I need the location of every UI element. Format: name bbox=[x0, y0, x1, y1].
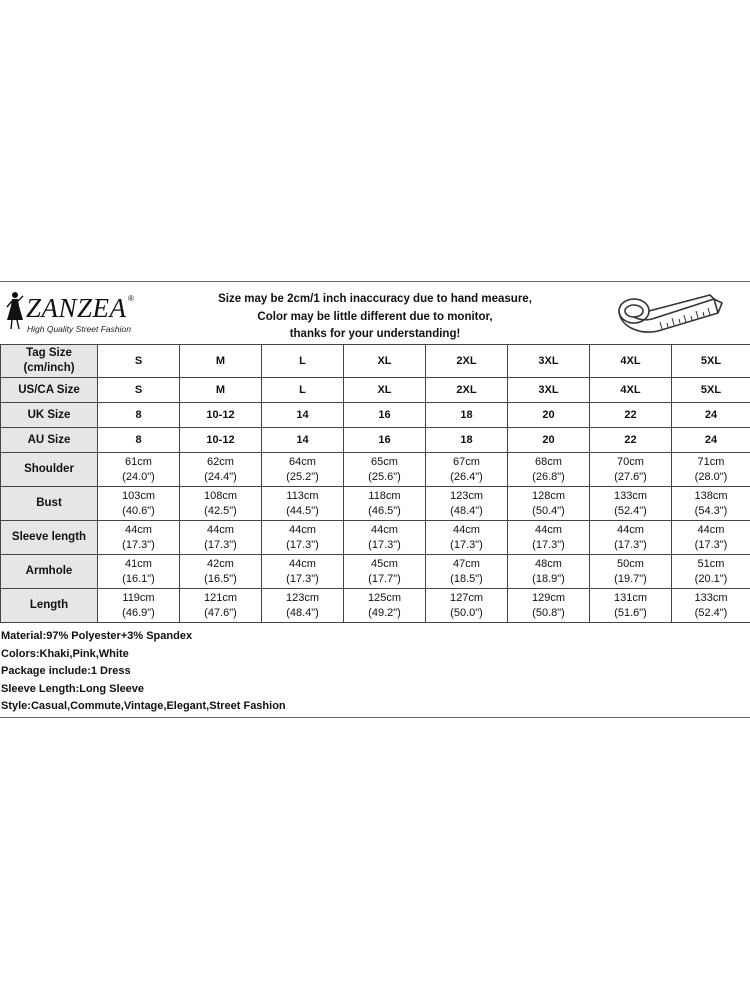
measure-cell: 64cm (25.2") bbox=[262, 453, 344, 487]
size-cell: 24 bbox=[672, 428, 750, 453]
detail-material: Material:97% Polyester+3% Spandex bbox=[1, 630, 193, 642]
measure-cell: 123cm (48.4") bbox=[262, 589, 344, 623]
size-cell: 20 bbox=[508, 403, 590, 428]
measure-cell: 133cm (52.4") bbox=[590, 487, 672, 521]
measure-cell: 108cm (42.5") bbox=[180, 487, 262, 521]
measure-cell: 113cm (44.5") bbox=[262, 487, 344, 521]
chart-header bbox=[0, 282, 750, 344]
size-cell: 10-12 bbox=[180, 428, 262, 453]
measure-cell: 44cm (17.3") bbox=[262, 521, 344, 555]
size-cell: 14 bbox=[262, 403, 344, 428]
size-cell: L bbox=[262, 378, 344, 403]
size-cell: 3XL bbox=[508, 378, 590, 403]
size-cell: 18 bbox=[426, 428, 508, 453]
measurement-notice bbox=[195, 291, 555, 344]
measure-cell: 61cm (24.0") bbox=[98, 453, 180, 487]
table-row bbox=[1, 403, 750, 428]
measure-cell: 131cm (51.6") bbox=[590, 589, 672, 623]
brand-name: ZANZEA bbox=[26, 293, 127, 323]
notice-line: thanks for your understanding! bbox=[289, 328, 461, 340]
table-row bbox=[1, 345, 750, 378]
measuring-tape-icon bbox=[610, 285, 725, 341]
size-cell: 3XL bbox=[508, 345, 590, 378]
size-chart-sheet bbox=[0, 281, 750, 718]
measure-cell: 44cm (17.3") bbox=[672, 521, 750, 555]
product-details bbox=[1, 628, 701, 716]
size-cell: 22 bbox=[590, 428, 672, 453]
measure-cell: 62cm (24.4") bbox=[180, 453, 262, 487]
measure-cell: 44cm (17.3") bbox=[180, 521, 262, 555]
measure-cell: 125cm (49.2") bbox=[344, 589, 426, 623]
size-cell: 10-12 bbox=[180, 403, 262, 428]
measure-cell: 71cm (28.0") bbox=[672, 453, 750, 487]
table-row bbox=[1, 589, 750, 623]
measure-cell: 47cm (18.5") bbox=[426, 555, 508, 589]
row-header: Shoulder bbox=[1, 453, 98, 487]
notice-line: Color may be little different due to monitor, bbox=[257, 310, 493, 323]
size-chart-table bbox=[0, 344, 750, 623]
size-cell: 18 bbox=[426, 403, 508, 428]
size-cell: L bbox=[262, 345, 344, 378]
size-cell: S bbox=[98, 378, 180, 403]
row-header: UK Size bbox=[1, 403, 98, 428]
measure-cell: 45cm (17.7") bbox=[344, 555, 426, 589]
measure-cell: 127cm (50.0") bbox=[426, 589, 508, 623]
measure-cell: 65cm (25.6") bbox=[344, 453, 426, 487]
measure-cell: 44cm (17.3") bbox=[262, 555, 344, 589]
measure-cell: 41cm (16.1") bbox=[98, 555, 180, 589]
measure-cell: 44cm (17.3") bbox=[344, 521, 426, 555]
size-cell: 8 bbox=[98, 403, 180, 428]
measure-cell: 44cm (17.3") bbox=[98, 521, 180, 555]
measure-cell: 119cm (46.9") bbox=[98, 589, 180, 623]
measure-cell: 133cm (52.4") bbox=[672, 589, 750, 623]
measure-cell: 44cm (17.3") bbox=[590, 521, 672, 555]
row-header: Armhole bbox=[1, 555, 98, 589]
measure-cell: 51cm (20.1") bbox=[672, 555, 750, 589]
size-cell: 16 bbox=[344, 428, 426, 453]
size-cell: 8 bbox=[98, 428, 180, 453]
measure-cell: 129cm (50.8") bbox=[508, 589, 590, 623]
measure-cell: 70cm (27.6") bbox=[590, 453, 672, 487]
measure-cell: 67cm (26.4") bbox=[426, 453, 508, 487]
brand-tagline: High Quality Street Fashion bbox=[27, 324, 131, 334]
table-row bbox=[1, 378, 750, 403]
measure-cell: 48cm (18.9") bbox=[508, 555, 590, 589]
measure-cell: 103cm (40.6") bbox=[98, 487, 180, 521]
size-cell: 2XL bbox=[426, 345, 508, 378]
brand-logo bbox=[4, 290, 154, 338]
size-cell: S bbox=[98, 345, 180, 378]
measure-cell: 128cm (50.4") bbox=[508, 487, 590, 521]
table-row bbox=[1, 453, 750, 487]
measure-cell: 44cm (17.3") bbox=[426, 521, 508, 555]
measure-cell: 121cm (47.6") bbox=[180, 589, 262, 623]
size-cell: 5XL bbox=[672, 345, 750, 378]
row-header: Length bbox=[1, 589, 98, 623]
table-row bbox=[1, 428, 750, 453]
row-header: Bust bbox=[1, 487, 98, 521]
notice-line: Size may be 2cm/1 inch inaccuracy due to hand measure, bbox=[218, 293, 532, 305]
detail-colors: Colors:Khaki,Pink,White bbox=[1, 647, 129, 660]
fashion-figure-icon bbox=[4, 290, 26, 330]
table-row bbox=[1, 521, 750, 555]
measure-cell: 42cm (16.5") bbox=[180, 555, 262, 589]
detail-package: Package include:1 Dress bbox=[1, 665, 131, 677]
row-header: Sleeve length bbox=[1, 521, 98, 555]
size-cell: 20 bbox=[508, 428, 590, 453]
size-cell: M bbox=[180, 345, 262, 378]
registered-mark: ® bbox=[128, 294, 134, 303]
row-header-line: (cm/inch) bbox=[23, 362, 75, 374]
row-header bbox=[1, 345, 98, 378]
detail-style: Style:Casual,Commute,Vintage,Elegant,Street Fashion bbox=[1, 700, 286, 712]
table-row bbox=[1, 555, 750, 589]
measure-cell: 50cm (19.7") bbox=[590, 555, 672, 589]
size-cell: 2XL bbox=[426, 378, 508, 403]
size-cell: 24 bbox=[672, 403, 750, 428]
size-cell: 4XL bbox=[590, 378, 672, 403]
size-cell: 16 bbox=[344, 403, 426, 428]
size-cell: 14 bbox=[262, 428, 344, 453]
measure-cell: 68cm (26.8") bbox=[508, 453, 590, 487]
measure-cell: 123cm (48.4") bbox=[426, 487, 508, 521]
measure-cell: 118cm (46.5") bbox=[344, 487, 426, 521]
table-row bbox=[1, 487, 750, 521]
row-header: US/CA Size bbox=[1, 378, 98, 403]
size-cell: XL bbox=[344, 378, 426, 403]
size-cell: XL bbox=[344, 345, 426, 378]
row-header: AU Size bbox=[1, 428, 98, 453]
measure-cell: 138cm (54.3") bbox=[672, 487, 750, 521]
size-cell: 22 bbox=[590, 403, 672, 428]
measure-cell: 44cm (17.3") bbox=[508, 521, 590, 555]
size-cell: 4XL bbox=[590, 345, 672, 378]
size-cell: 5XL bbox=[672, 378, 750, 403]
row-header-line: Tag Size bbox=[26, 347, 72, 359]
detail-sleeve-length: Sleeve Length:Long Sleeve bbox=[1, 682, 145, 695]
size-cell: M bbox=[180, 378, 262, 403]
